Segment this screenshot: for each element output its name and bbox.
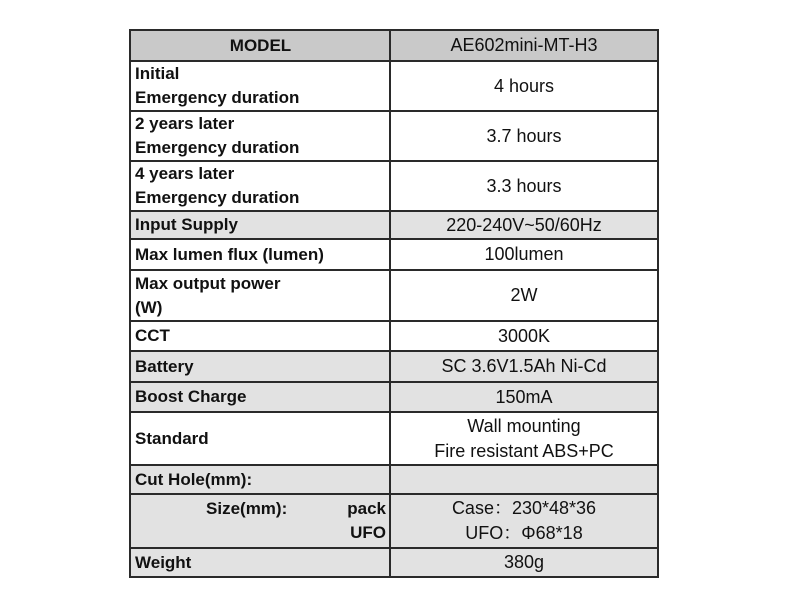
- table-row-initial-duration: [130, 61, 658, 111]
- row-label: Boost Charge: [130, 382, 390, 412]
- row-label: Input Supply: [130, 211, 390, 239]
- spec-table: [129, 29, 659, 578]
- row-value: 3.3 hours: [390, 161, 658, 211]
- row-value: SC 3.6V1.5Ah Ni-Cd: [390, 351, 658, 382]
- table-row-lumen: [130, 239, 658, 270]
- row-label: Battery: [130, 351, 390, 382]
- size-case-value: Case：230*48*36: [451, 498, 597, 518]
- row-value: 4 hours: [390, 61, 658, 111]
- table-row-standard: [130, 412, 658, 465]
- table-row-boost-charge: [130, 382, 658, 412]
- size-sub-pack: pack: [347, 499, 386, 518]
- table-row-weight: [130, 548, 658, 577]
- row-value: 3000K: [390, 321, 658, 351]
- table-row-battery: [130, 351, 658, 382]
- row-label: 4 years later Emergency duration: [130, 161, 390, 211]
- size-ufo-value: UFO：Φ68*18: [465, 523, 583, 543]
- row-label: 2 years later Emergency duration: [130, 111, 390, 161]
- table-row-size: [130, 494, 658, 548]
- model-header-value: AE602mini-MT-H3: [390, 30, 658, 61]
- model-header-label: MODEL: [130, 30, 390, 61]
- row-value: 150mA: [390, 382, 658, 412]
- row-value: 2W: [390, 270, 658, 321]
- size-title: Size(mm):: [206, 499, 288, 518]
- table-row-input-supply: [130, 211, 658, 239]
- row-label: Standard: [130, 412, 390, 465]
- table-header-row: [130, 30, 658, 61]
- table-row-cct: [130, 321, 658, 351]
- row-value: [390, 465, 658, 494]
- row-value: 3.7 hours: [390, 111, 658, 161]
- row-value: [390, 494, 658, 548]
- row-label: Initial Emergency duration: [130, 61, 390, 111]
- row-value: 380g: [390, 548, 658, 577]
- row-label: CCT: [130, 321, 390, 351]
- table-row-output-power: [130, 270, 658, 321]
- row-value: 100lumen: [390, 239, 658, 270]
- row-label: Cut Hole(mm):: [130, 465, 390, 494]
- row-label: Max output power (W): [130, 270, 390, 321]
- table-row-2yr-duration: [130, 111, 658, 161]
- row-label: [130, 494, 390, 548]
- row-value: Wall mounting Fire resistant ABS+PC: [390, 412, 658, 465]
- table-row-cut-hole: [130, 465, 658, 494]
- table-row-4yr-duration: [130, 161, 658, 211]
- row-label: Weight: [130, 548, 390, 577]
- row-value: 220-240V~50/60Hz: [390, 211, 658, 239]
- size-sub-ufo: UFO: [350, 523, 386, 542]
- row-label: Max lumen flux (lumen): [130, 239, 390, 270]
